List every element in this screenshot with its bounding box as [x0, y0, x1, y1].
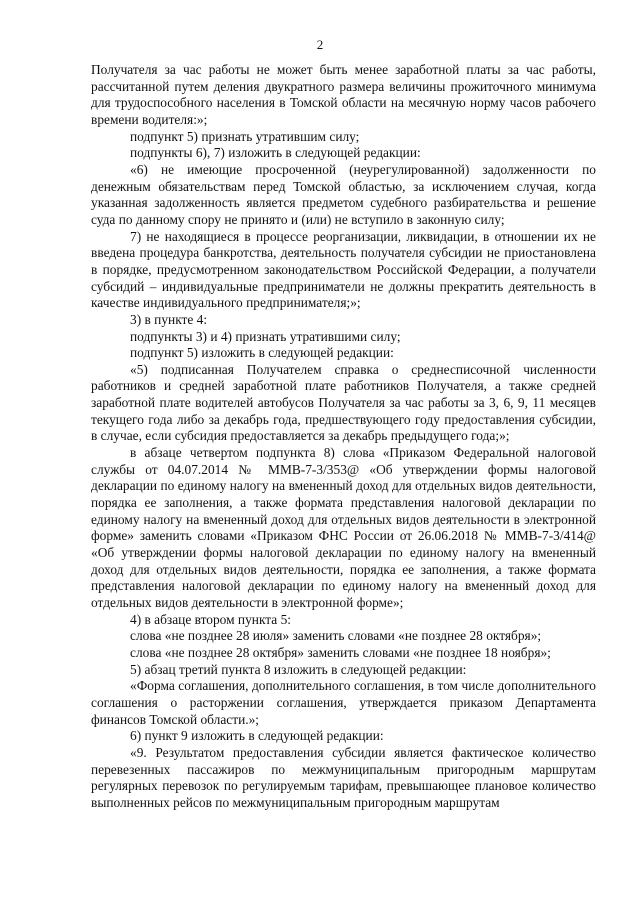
paragraph-9: «5) подписанная Получателем справка о среднесписочной численности работников и средней заработной плате работников Получателя, а также средней заработной плате водителей автобусов Получателя за час работы за 3, 6, 9, 11 месяцев текущего года либо за декабрь года, предшествующего году предоставления субсидии, в случае, если субсидия предоставляется за декабрь предыдущего года;»;: [91, 361, 596, 444]
paragraph-15: «Форма соглашения, дополнительного соглашения, в том числе дополнительного соглашения о расторжении соглашения, утверждается приказом Департамента финансов Томской области.»;: [91, 678, 596, 727]
paragraph-3: подпункты 6), 7) изложить в следующей редакции:: [130, 145, 421, 161]
paragraph-17: «9. Результатом предоставления субсидии является фактическое количество перевезенных пассажиров по межмуниципальным пригородным маршрутам регулярных перевозок по регулируемым тарифам, превышающее плановое количество выполненных рейсов по межмуниципальным пригородным маршрутам: [91, 744, 596, 810]
paragraph-7: подпункты 3) и 4) признать утратившими силу;: [130, 328, 401, 344]
paragraph-6: 3) в пункте 4:: [130, 311, 208, 327]
paragraph-13: слова «не позднее 28 октября» заменить словами «не позднее 18 ноября»;: [130, 644, 551, 660]
paragraph-1: Получателя за час работы не может быть менее заработной платы за час работы, рассчитанной путем деления двукратного размера величины прожиточного минимума для трудоспособного населения в Томской области на месячную норму часов рабочего времени водителя:»;: [91, 62, 596, 127]
page-number: 2: [316, 37, 324, 52]
paragraph-11: 4) в абзаце втором пункта 5:: [130, 611, 292, 627]
paragraph-12: слова «не позднее 28 июля» заменить словами «не позднее 28 октября»;: [130, 628, 542, 644]
paragraph-14: 5) абзац третий пункта 8 изложить в следующей редакции:: [130, 661, 467, 677]
paragraph-4: «6) не имеющие просроченной (неурегулированной) задолженности по денежным обязательствам перед Томской областью, за исключением случая, когда указанная задолженность является предметом судебного разбирательства и решение суда по данному спору не принято и (или) не вступило в законную силу;: [91, 161, 596, 227]
paragraph-10: в абзаце четвертом подпункта 8) слова «Приказом Федеральной налоговой службы от 04.07.2014 № ММВ-7-3/353@ «Об утверждении формы налоговой декларации по единому налогу на вмененный доход для отдельных видов деятельности, порядка ее заполнения, а также формата представления налоговой декларации по единому налогу на вмененный доход для отдельных видов деятельности в электронной форме» заменить словами «Приказом ФНС России от 26.06.2018 № ММВ-7-3/414@ «Об утверждении формы налоговой декларации по единому налогу на вмененный доход для отдельных видов деятельности, порядка ее заполнения, а также формата представления налоговой декларации по единому налогу на вмененный доход для отдельных видов деятельности в электронной форме»;: [91, 445, 596, 610]
paragraph-8: подпункт 5) изложить в следующей редакции:: [130, 345, 394, 361]
document-body: [91, 62, 596, 812]
paragraph-5: 7) не находящиеся в процессе реорганизации, ликвидации, в отношении их не введена процедура банкротства, деятельность получателя субсидии не приостановлена в порядке, предусмотренном законодательством Российской Федерации, а получатели субсидий – индивидуальные предприниматели не должны прекратить деятельность в качестве индивидуального предпринимателя;»;: [91, 228, 596, 311]
paragraph-2: подпункт 5) признать утратившим силу;: [130, 128, 360, 144]
paragraph-16: 6) пункт 9 изложить в следующей редакции:: [130, 728, 384, 744]
